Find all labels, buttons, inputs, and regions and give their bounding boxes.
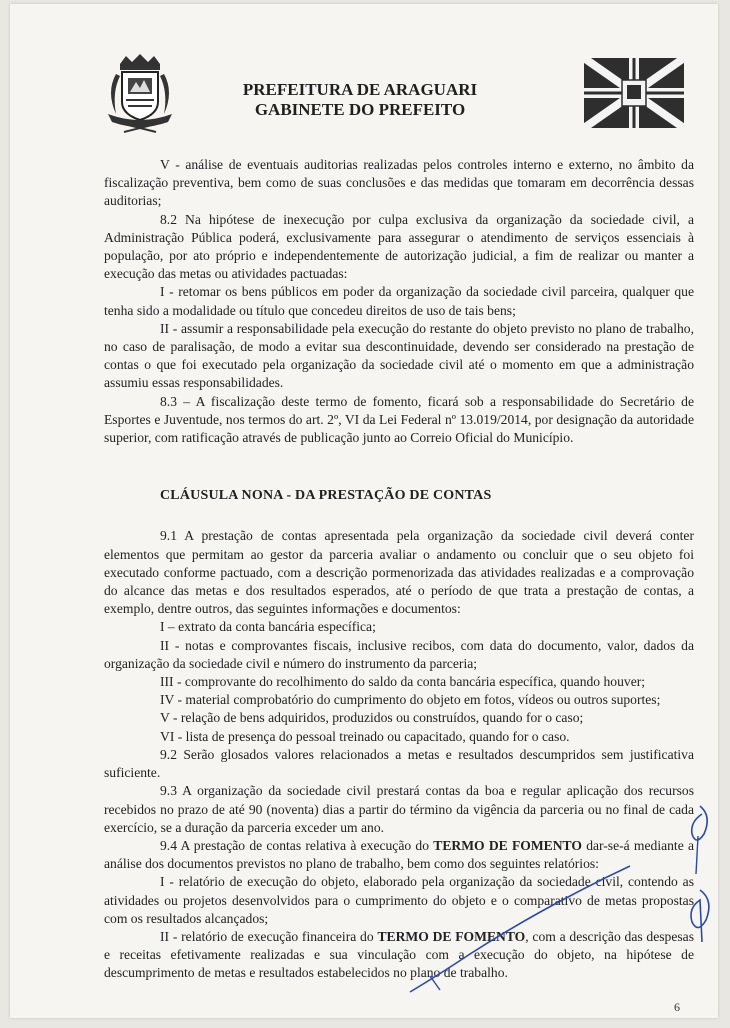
page-number: 6 [674, 1000, 680, 1014]
document-page [10, 4, 718, 1018]
list-item: III - comprovante do recolhimento do saldo da conta bancária específica, quando houver; [160, 674, 646, 690]
clause-heading: CLÁUSULA NONA - DA PRESTAÇÃO DE CONTAS [160, 488, 492, 504]
paragraph: 8.3 – A fiscalização deste termo de fomento, ficará sob a responsabilidade do Secretário de Esportes e Juventude, nos termos do art. 2º, VI da Lei Federal nº 13.019/2014, por designação da autoridade superior, com ratificação através de publicação junto ao Correio Oficial do Município. [104, 393, 694, 446]
list-item: V - relação de bens adquiridos, produzidos ou construídos, quando for o caso; [160, 710, 584, 726]
paragraph: 9.2 Serão glosados valores relacionados a metas e resultados descumpridos sem justificativa suficiente. [104, 746, 694, 781]
handwritten-signature [400, 804, 718, 1004]
city-flag-icon [584, 58, 684, 128]
paragraph: I - retomar os bens públicos em poder da organização da sociedade civil parceira, qualquer que tenha sido a modalidade ou título que concedeu direitos de uso de tais bens; [104, 284, 694, 318]
list-item: I - relatório de execução do objeto, elaborado pela organização da sociedade civil, contendo as atividades ou projetos desenvolvidos para o cumprimento do objeto e o comparativo de metas propostas com os resultados alcançados; [104, 874, 694, 926]
text-run: II - relatório de execução financeira do [160, 928, 378, 944]
letterhead-title-line2: GABINETE DO PREFEITO [254, 100, 466, 119]
letterhead [10, 44, 718, 144]
letterhead-title [210, 80, 510, 120]
term-label: TERMO DE FOMENTO [433, 837, 582, 853]
paragraph: 9.1 A prestação de contas apresentada pela organização da sociedade civil deverá conter elementos que permitam ao gestor da parceria avaliar o andamento ou concluir que o seu objeto foi executado conforme pactuado, com a descrição pormenorizada das atividades realizadas e a comprovação do alcance das metas e dos resultados esperados, até o período de que trata a prestação de contas, a exemplo, dentre outros, das seguintes informações e documentos: [104, 528, 694, 617]
list-item: II - notas e comprovantes fiscais, inclusive recibos, com data do documento, valor, dados da organização da sociedade civil e número do instrumento da parceria; [104, 637, 694, 671]
list-item: IV - material comprobatório do cumprimento do objeto em fotos, vídeos ou outros suportes; [160, 692, 661, 708]
text-run: dar-se-á mediante a análise dos documentos previstos no plano de trabalho, bem como dos seguintes relatórios: [104, 837, 695, 872]
paragraph: 9.3 A organização da sociedade civil prestará contas da boa e regular aplicação dos recursos recebidos no prazo de até 90 (noventa) dias a partir do término da vigência da parceria ou no final de cada exercício, se a duração da parceria exceder um ano. [104, 783, 694, 835]
paragraph: 8.2 Na hipótese de inexecução por culpa exclusiva da organização da sociedade civil, a Administração Pública poderá, exclusivamente para assegurar o atendimento de serviços essenciais à população, por ato próprio e independentemente de autorização judicial, a fim de realizar ou manter a execução das metas ou atividades pactuadas: [104, 211, 694, 282]
term-label: TERMO DE FOMENTO [377, 928, 526, 944]
text-run: 9.4 A prestação de contas relativa à execução do [160, 837, 434, 853]
paragraph: II - assumir a responsabilidade pela execução do restante do objeto previsto no plano de trabalho, no caso de paralisação, de modo a evitar sua descontinuidade, devendo ser considerado na prestação de contas o que foi executado pela organização da sociedade civil até o momento em que a administração assumiu essas responsabilidades. [104, 320, 694, 391]
letterhead-title-line1: PREFEITURA DE ARAGUARI [242, 80, 478, 99]
list-item: I – extrato da conta bancária específica; [160, 619, 376, 635]
list-item: VI - lista de presença do pessoal treinado ou capacitado, quando for o caso. [160, 728, 570, 744]
text-run: , com a descrição das despesas e receitas efetivamente realizadas e sua vinculação com a execução do objeto, na hipótese de descumprimento de metas e resultados estabelecidos no plano de trabalho. [104, 928, 694, 981]
paragraph: V - análise de eventuais auditorias realizadas pelos controles interno e externo, no âmbito da fiscalização preventiva, bem como de suas conclusões e das medidas que tomaram em decorrência dessas auditorias; [104, 157, 694, 209]
municipal-crest-icon [102, 52, 178, 134]
